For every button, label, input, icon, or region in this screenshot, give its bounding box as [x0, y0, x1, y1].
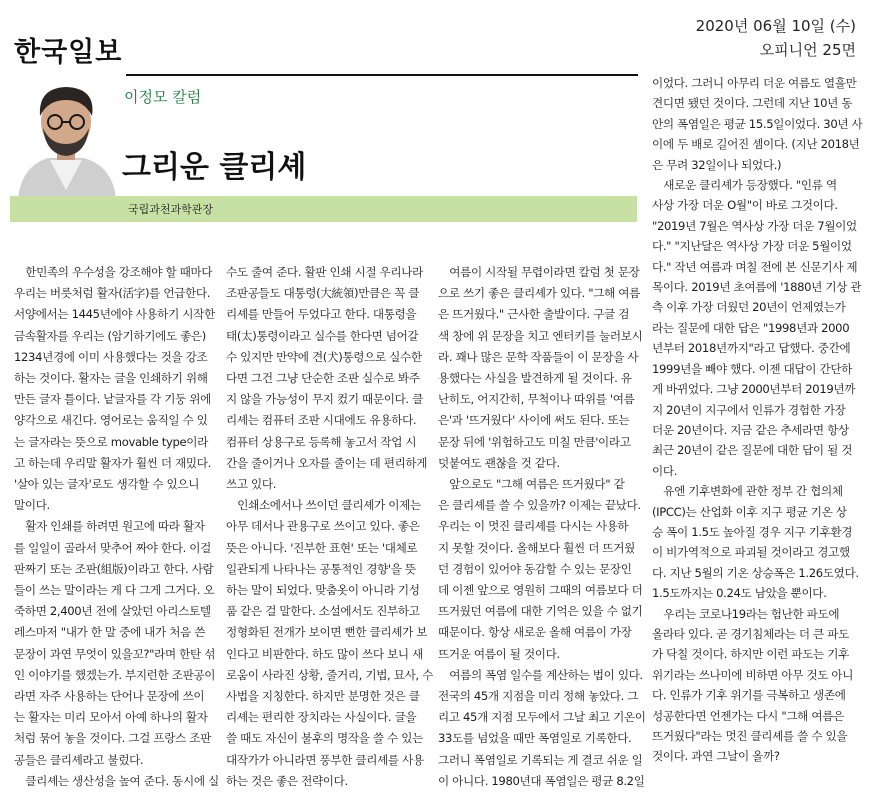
text-line: 지 않을 가능성이 무지 컸기 때문이다. 클 — [226, 392, 423, 407]
text-line: 양각으로 새긴다. 영어로는 움직일 수 있 — [14, 413, 208, 428]
article-column-2 — [226, 262, 433, 792]
text-line: 는 글자라는 뜻으로 movable type이라 — [14, 434, 208, 449]
text-line: 목이다. 2019년 초여름에 '1880년 기상 관 — [652, 280, 862, 295]
text-line: 수도 줄여 준다. 활판 인쇄 시절 우리나라 — [226, 265, 423, 279]
text-line: 들이 쓰는 말이라는 게 다 그게 그거다. 오 — [14, 583, 215, 598]
text-line: 년부터 2018년까지"라고 답했다. 중간에 — [652, 341, 851, 356]
text-line: 은 뜨거웠다." 근사한 출발이다. 구글 검 — [438, 307, 630, 322]
text-line: 뜨거웠다"라는 멋진 클리셰를 쓸 수 있을 — [652, 729, 848, 743]
text-line: 를 일일이 골라서 맞추어 짜야 한다. 이걸 — [14, 540, 211, 555]
author-photo — [10, 78, 122, 198]
text-line: 이다. — [652, 463, 678, 478]
text-line: 리셰는 컴퓨터 조판 시대에도 유용하다. — [226, 413, 417, 428]
text-line: 은 무려 32일이나 되었다.) — [652, 157, 782, 172]
text-line: 다." 작년 여름과 며칠 전에 본 신문기사 제 — [652, 259, 858, 274]
text-line: 전국의 45개 지점을 미리 정해 놓았다. 그 — [438, 689, 639, 704]
text-line: 우리는 버릇처럼 활자(活字)를 언급한다. — [14, 286, 211, 301]
text-line: 뜨거웠던 여름에 대한 기억은 있을 수 없기 — [438, 604, 643, 619]
text-line: 은'과 '뜨거웠다' 사이에 써도 된다. 또는 — [438, 413, 630, 428]
text-line: 데 이젠 앞으로 영원히 그때의 여름보다 더 — [438, 583, 643, 598]
author-title: 국립과천과학관장 — [128, 203, 214, 216]
author-bar — [10, 196, 637, 222]
text-line: 라는 질문에 대한 답은 "1998년과 2000 — [652, 320, 850, 335]
text-line: 난히도, 어지간히, 무척이나 따위를 '여름 — [438, 392, 635, 407]
text-line: 리셰는 편리한 장치라는 사실이다. 글을 — [226, 710, 417, 725]
header-rule — [126, 74, 638, 76]
text-line: 죽하면 2,400년 전에 살았던 아리스토텔 — [14, 604, 211, 619]
text-line: 우리는 이 멋진 클리셰를 다시는 사용하 — [438, 519, 629, 534]
text-line: 클리셰는 생산성을 높여 준다. 동시에 실 — [14, 773, 219, 788]
text-line: 은 클리셰를 쓸 수 있을까? 이제는 끝났다. — [438, 498, 641, 513]
dateline — [696, 14, 856, 62]
text-line: 유엔 기후변화에 관한 정부 간 협의체 — [652, 484, 843, 499]
text-line: 문장이 과연 무엇이 있을꼬?"라며 한탄 섞 — [14, 646, 216, 661]
text-line: 인 이야기를 했겠는가. 부지런한 조판공이 — [14, 667, 216, 682]
headline: 그리운 클리셰 — [122, 150, 307, 185]
text-line: 대작가가 아니라면 풍부한 클리셰를 사용 — [226, 752, 424, 767]
text-line: 여름의 폭염 일수를 계산하는 법이 있다. — [438, 667, 643, 682]
newspaper-masthead: 한국일보 — [14, 37, 123, 68]
text-line: 여름이 시작될 무렵이라면 칼럼 첫 문장 — [438, 265, 640, 279]
text-line: 간을 줄이거나 오자를 줄이는 데 편리하게 — [226, 455, 428, 470]
text-line: 이에 두 배로 길어진 셈이다. (지난 2018년 — [652, 137, 860, 152]
text-line: 라면 자주 사용하는 단어나 문장에 쓰이 — [14, 689, 205, 704]
text-line: (IPCC)는 산업화 이후 지구 평균 기온 상 — [652, 504, 847, 519]
text-line: 지 20년이 지구에서 인류가 경험한 가장 — [652, 402, 846, 417]
text-line: 레스마저 "내가 한 말 중에 내가 처음 쓴 — [14, 625, 206, 640]
article-column-1 — [14, 262, 220, 792]
article-column-4 — [652, 73, 863, 767]
text-line: 최근 20년이 같은 질문에 대한 답이 될 것 — [652, 443, 853, 458]
text-line: 새로운 클리셰가 등장했다. "인류 역 — [652, 178, 837, 193]
text-line: 리고 45개 지점 모두에서 그날 최고 기온이 — [438, 710, 646, 725]
text-line: 측 이후 가장 더웠던 20년이 언제였는가 — [652, 300, 846, 315]
text-line: 색 창에 위 문장을 치고 엔터키를 눌러보시 — [438, 328, 643, 343]
text-line: 33도를 넘었을 때만 폭염일로 기록한다. — [438, 731, 632, 746]
text-line: 하는 것이다. 활자는 글을 인쇄하기 위해 — [14, 371, 208, 386]
text-line: 안의 폭염일은 평균 15.5일이었다. 30년 사 — [652, 116, 863, 131]
text-line: 용했다는 사실을 발견하게 될 것이다. 유 — [438, 371, 632, 386]
text-line: 앞으로도 "그해 여름은 뜨거웠다" 같 — [438, 477, 625, 492]
text-line: 아무 데서나 관용구로 쓰이고 있다. 좋은 — [226, 519, 420, 534]
text-line: "2019년 7월은 역사상 가장 더운 7월이었 — [652, 218, 857, 233]
text-line: 성공한다면 언젠가는 다시 "그해 여름은 — [652, 708, 844, 723]
text-line: 이 비가역적으로 파괴될 것이라고 경고했 — [652, 545, 850, 560]
text-line: 위기라는 쓰나미에 비하면 아무 것도 아니 — [652, 667, 854, 682]
text-line: 쓰고 있다. — [226, 477, 277, 492]
text-line: 정형화된 전개가 보이면 뻔한 클리셰가 보 — [226, 625, 428, 640]
text-line: 1234년경에 이미 사용했다는 것을 강조 — [14, 349, 208, 364]
text-line: 덧붙여도 괜찮을 것 같다. — [438, 455, 560, 470]
text-line: 판짜기 또는 조판(組版)이라고 한다. 사람 — [14, 561, 214, 576]
text-line: 다. 지난 5월의 기온 상승폭은 1.26도였다. — [652, 565, 859, 580]
text-line: 견디면 됐던 것이다. 그런데 지난 10년 동 — [652, 96, 853, 111]
text-line: 한민족의 우수성을 강조해야 할 때마다 — [14, 265, 213, 279]
text-line: 으로 쓰기 좋은 클리셰가 있다. "그해 여름 — [438, 286, 640, 301]
text-line: 리셰를 만들어 두었다고 한다. 대통령을 — [226, 307, 417, 322]
text-line: 지 못할 것이다. 올해보다 훨씬 더 뜨거웠 — [438, 540, 635, 555]
text-line: 이 아니다. 1980년대 폭염일은 평균 8.2일 — [438, 773, 645, 788]
text-line: 로움이 사라진 상황, 줄거리, 기법, 묘사, 수 — [226, 667, 433, 682]
text-line: 말이다. — [14, 498, 50, 513]
text-line: 인쇄소에서나 쓰이던 클리셰가 이제는 — [226, 498, 421, 513]
text-line: 다." "지난달은 역사상 가장 더운 5월이었 — [652, 239, 852, 254]
text-line: 인다고 비판한다. 하도 많이 쓰다 보니 새 — [226, 646, 423, 661]
text-line: 하는 말이 되었다. 맞춤옷이 아니라 기성 — [226, 583, 420, 598]
text-line: 라. 꽤나 많은 문학 작품들이 이 문장을 사 — [438, 349, 639, 364]
text-line: 다면 그건 그냥 단순한 조판 실수로 봐주 — [226, 371, 420, 386]
text-line: 승 폭이 1.5도 높아질 경우 지구 기후환경 — [652, 524, 853, 539]
text-line: 우리는 코로나19라는 험난한 파도에 — [652, 606, 840, 621]
text-line: 서양에서는 1445년에야 사용하기 시작한 — [14, 307, 215, 322]
text-line: 일관되게 나타나는 공통적인 경향'을 뜻 — [226, 561, 416, 576]
text-line: 쓸 때도 자신이 불후의 명작을 쓸 수 있는 — [226, 731, 423, 746]
text-line: 수 있지만 만약에 견(犬)통령으로 실수한 — [226, 349, 422, 364]
text-line: 는 활자는 미리 모아서 아예 하나의 활자 — [14, 710, 208, 725]
text-line: 처럼 묶어 놓을 것이다. 그걸 프랑스 조판 — [14, 731, 211, 746]
text-line: 고 하는데 우리말 활자가 훨씬 더 재밌다. — [14, 455, 211, 470]
text-line: 뜨거운 여름이 될 것이다. — [438, 646, 560, 661]
text-line: 활자 인쇄를 하려면 원고에 따라 활자 — [14, 519, 205, 534]
text-line: 1.5도까지는 0.24도 남았을 뿐이다. — [652, 586, 827, 601]
article-column-3 — [438, 262, 646, 792]
section-page: 오피니언 25면 — [759, 41, 856, 59]
text-line: 더운 20년이다. 지금 같은 추세라면 항상 — [652, 422, 849, 437]
text-line: 뜻은 아니다. '진부한 표현' 또는 '대체로 — [226, 540, 418, 555]
text-line: '살아 있는 글자'로도 생각할 수 있으니 — [14, 477, 200, 492]
text-line: 품 같은 걸 말한다. 소설에서도 진부하고 — [226, 604, 420, 619]
text-line: 태(太)통령이라고 실수를 한다면 넘어갈 — [226, 328, 419, 343]
text-line: 던 경험이 있어야 동감할 수 있는 문장인 — [438, 561, 632, 576]
text-line: 사법을 지칭한다. 하지만 분명한 것은 클 — [226, 689, 420, 704]
text-line: 이었다. 그러니 아무리 더운 여름도 열흘만 — [652, 76, 857, 90]
text-line: 1999년을 빼야 했다. 이젠 대답이 간단하 — [652, 361, 853, 376]
column-label: 이정모 칼럼 — [124, 88, 202, 106]
text-line: 만든 글자 틀이다. 낱글자를 각 기둥 위에 — [14, 392, 211, 407]
text-line: 사상 가장 더운 O월"이 바로 그것이다. — [652, 198, 838, 213]
text-line: 조판공들도 대통령(大統領)만큼은 꼭 클 — [226, 286, 420, 301]
publication-date: 2020년 06월 10일 (수) — [695, 17, 856, 35]
text-line: 가 닥칠 것이다. 하지만 이런 파도는 기후 — [652, 647, 849, 662]
text-line: 공들은 클리셰라고 불렀다. — [14, 752, 144, 767]
text-line: 올라타 있다. 곧 경기침체라는 더 큰 파도 — [652, 626, 849, 641]
text-line: 문장 뒤에 '위험하고도 미칠 만큼'이라고 — [438, 434, 631, 449]
text-line: 게 바뀌었다. 그냥 2000년부터 2019년까 — [652, 382, 856, 397]
text-line: 금속활자를 우리는 (암기하기에도 좋은) — [14, 328, 206, 343]
text-line: 하는 것은 좋은 전략이다. — [226, 773, 348, 788]
text-line: 때문이다. 항상 새로운 올해 여름이 가장 — [438, 625, 632, 640]
text-line: 것이다. 과연 그날이 올까? — [652, 749, 780, 764]
text-line: 다. 인류가 기후 위기를 극복하고 생존에 — [652, 688, 846, 703]
text-line: 컴퓨터 상용구로 등록해 놓고서 작업 시 — [226, 434, 417, 449]
text-line: 그러니 폭염일로 기록되는 게 결코 쉬운 일 — [438, 752, 643, 767]
